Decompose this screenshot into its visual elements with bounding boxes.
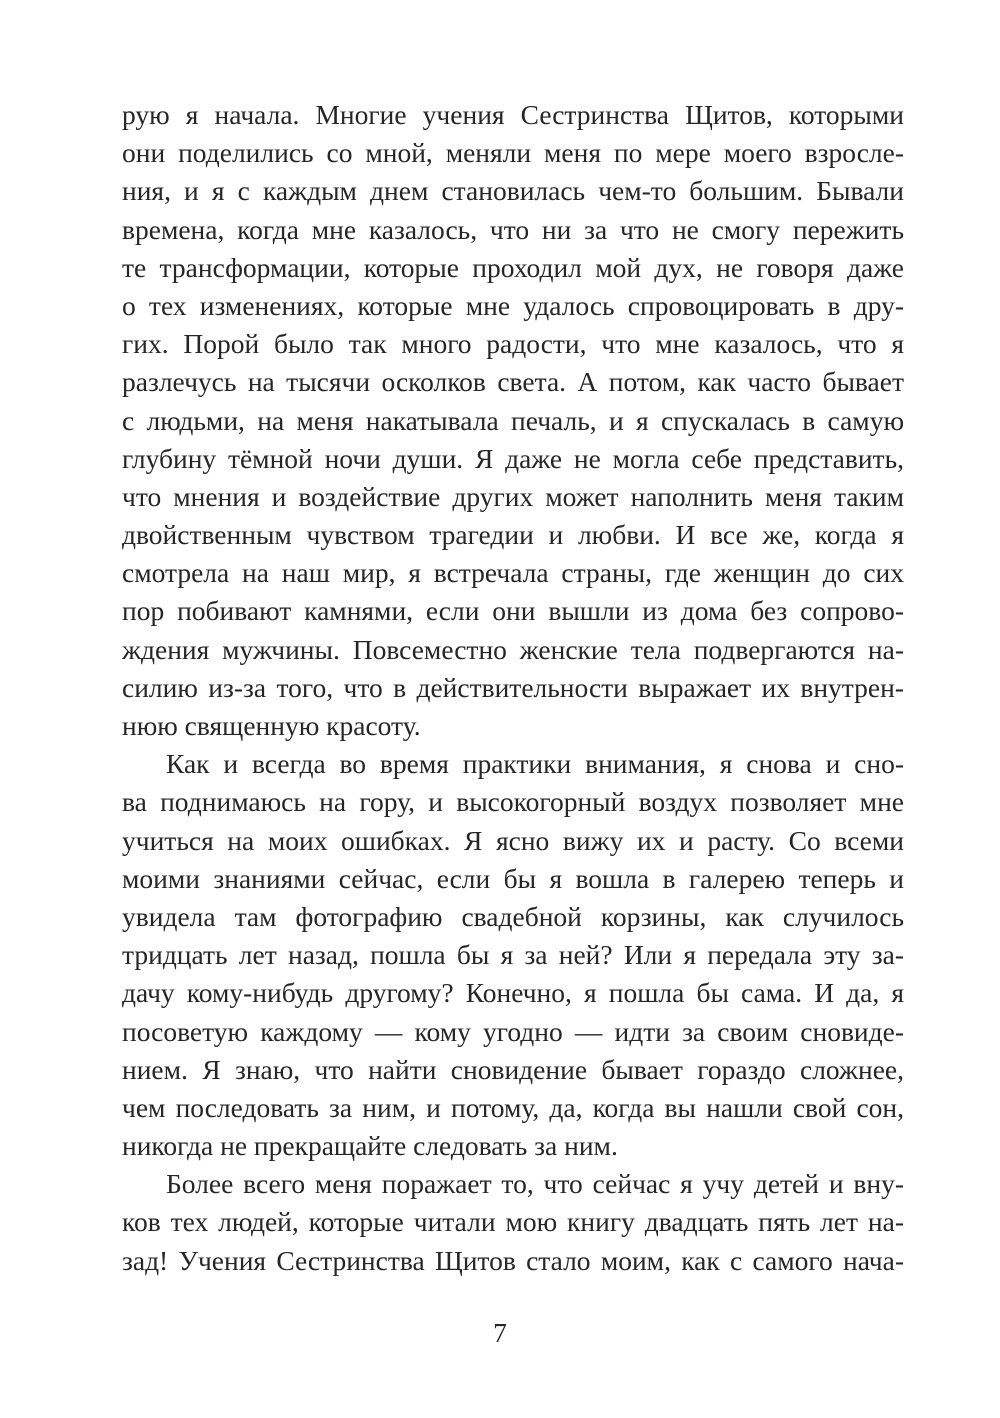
text-line: те трансформации, которые проходил мой дух, не говоря даже [122,251,904,283]
text-line: зад! Учения Сестринства Щитов стало моим, как с самого нача- [122,1244,904,1276]
text-line: гих. Порой было так много радости, что мне казалось, что я [122,328,904,360]
paragraph-first-line: Как и всегда во время практики внимания, я снова и сно- [166,748,904,780]
text-line: пор побивают камнями, если они вышли из дома без сопрово- [122,595,904,627]
text-line: ва поднимаюсь на гору, и высокогорный воздух позволяет мне [122,786,904,818]
text-line: двойственным чувством трагедии и любви. И все же, когда я [122,519,904,551]
text-line: они поделились со мной, меняли меня по мере моего взросле- [122,137,904,169]
text-line: учиться на моих ошибках. Я ясно вижу их и расту. Со всеми [122,824,904,856]
text-line: тридцать лет назад, пошла бы я за ней? Или я передала эту за- [122,939,904,971]
body-text [122,96,904,1280]
text-line: рую я начала. Многие учения Сестринства Щитов, которыми [122,99,904,130]
text-line: ждения мужчины. Повсеместно женские тела подвергаются на- [122,633,904,665]
text-line: силию из-за того, что в действительности выражает их внутрен- [122,671,904,703]
text-line: о тех изменениях, которые мне удалось спровоцировать в дру- [122,289,904,321]
page-number: 7 [493,1317,507,1348]
text-line: посоветую каждому — кому угодно — идти за своим сновиде- [122,1015,904,1047]
text-line: времена, когда мне казалось, что ни за что не смогу пережить [122,213,904,245]
text-line: дачу кому-нибудь другому? Конечно, я пошла бы сама. И да, я [122,977,904,1009]
paragraph-last-line: нюю священную красоту. [122,710,421,741]
text-line: смотрела на наш мир, я встречала страны, где женщин до сих [122,557,904,589]
text-line: ков тех людей, которые читали мою книгу двадцать пять лет на- [122,1206,904,1238]
text-line: чем последовать за ним, и потому, да, когда вы нашли свой сон, [122,1091,904,1123]
text-line: увидела там фотографию свадебной корзины, как случилось [122,900,904,932]
paragraph-first-line: Более всего меня поражает то, что сейчас я учу детей и вну- [166,1168,904,1200]
text-line: ния, и я с каждым днем становилась чем-то большим. Бывали [122,175,904,207]
text-line: нием. Я знаю, что найти сновидение бывает гораздо сложнее, [122,1053,904,1085]
text-line: моими знаниями сейчас, если бы я вошла в галерею теперь и [122,862,904,894]
text-line: что мнения и воздействие других может наполнить меня таким [122,480,904,512]
text-line: с людьми, на меня накатывала печаль, и я спускалась в самую [122,404,904,436]
paragraph-last-line: никогда не прекращайте следовать за ним. [122,1130,618,1162]
text-line: разлечусь на тысячи осколков света. А потом, как часто бывает [122,366,904,398]
text-line: глубину тёмной ночи души. Я даже не могла себе представить, [122,442,904,474]
